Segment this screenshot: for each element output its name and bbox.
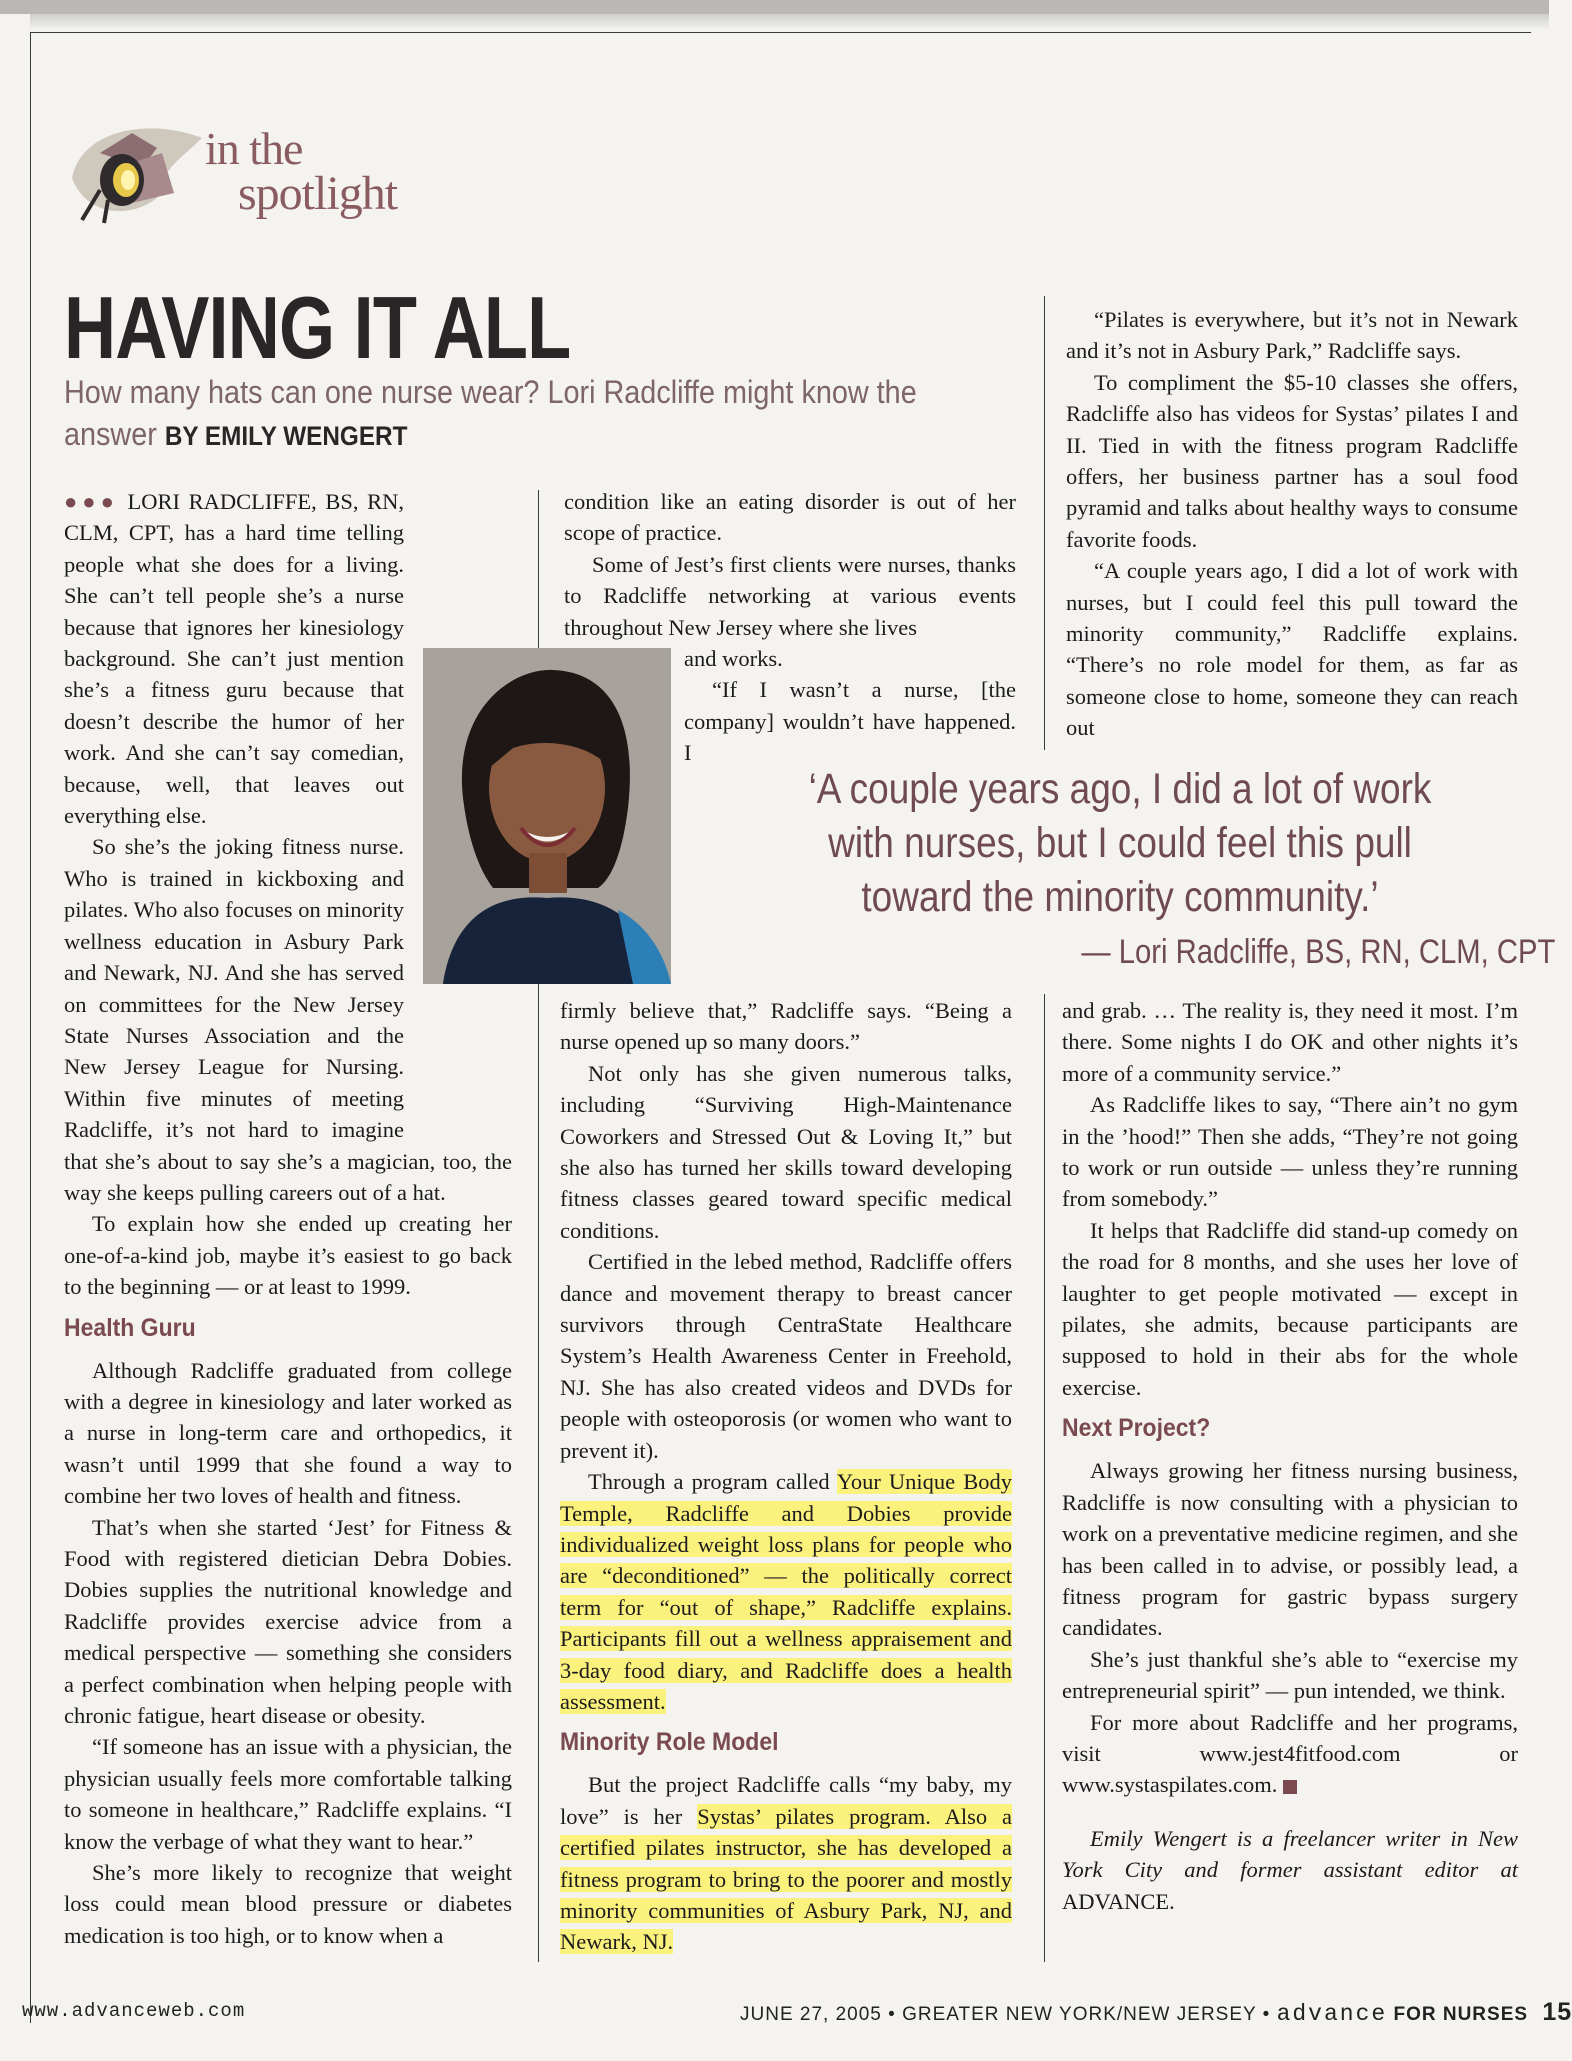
paragraph: “If someone has an issue with a physician, the physician usually feels more comfortable talking to someone in healthcare,” Radcliffe explains. “I know the verbage of what they want to hear.” [64,1734,512,1854]
paragraph: So she’s the joking fitness nurse. Who is trained in kickboxing and pilates. Who also focuses on minority wellness education in Asbury Park and Newark, NJ. And she has served on committees for the New Jersey State Nurses Association and the New Jersey League for Nursing. Within five minutes of meeting Radcliffe, it’s not hard to imagine that she’s about to say she’s a magician, too, the way she keeps pulling careers out of a hat. [64,834,512,1205]
paragraph: Always growing her fitness nursing business, Radcliffe is now consulting with a physician to work on a preventative medicine regimen, and she has been called in to advise, or possibly lead, a fitness program for gastric bypass surgery candidates. [1062,1458,1518,1641]
paragraph: condition like an eating disorder is out of her scope of practice. [564,489,1016,546]
subhead-minority-role-model: Minority Role Model [560,1728,779,1757]
logo-in-the: in the [205,123,303,174]
portrait-image [423,648,671,984]
paragraph: Some of Jest’s first clients were nurses, thanks to Radcliffe networking at various events throughout New Jersey where she lives [564,551,1016,640]
paragraph [560,1466,1012,1717]
highlighted-text: Your Unique Body Temple, Radcliffe and Dobies provide individualized weight loss plans for people who are “deconditioned” — the politically correct term for “out of shape,” Radcliffe explains. Participants fill out a wellness appraisement and 3-day food diary, and Radcliffe does a health assessment. [560,1469,1013,1714]
footer-section: FOR NURSES [1393,2004,1529,2025]
page-number: 15 [1542,1998,1572,2026]
footer-brand: advance [1276,2001,1388,2027]
subhead-health-guru: Health Guru [64,1313,196,1342]
lead-text: CPT, has a hard time telling people what she does for a living. She can’t tell people she’s a nurse because that ignores her kinesiology background. She can’t just mention she’s a fitness guru because that doesn’t describe the humor of her work. And she can’t say comedian, because, well, that leaves out everything else. [64,520,404,829]
text-run: But the project Radcliffe calls “my baby, my love” is her [560,1772,1012,1829]
paragraph: It helps that Radcliffe did stand-up comedy on the road for 8 months, and she uses her love of laughter to get people motivated — except in pilates, she admits, because participants are supposed to hold in their abs for the whole exercise. [1062,1217,1518,1400]
subhead-next-project: Next Project? [1062,1414,1211,1443]
text-run: Through a program called [588,1469,837,1495]
paragraph: To compliment the $5-10 classes she offers, Radcliffe also has videos for Systas’ pilates I and II. Tied in with the fitness program Radcliffe offers, her business partner has a soul food pyramid and talks about healthy ways to consume favorite foods. [1066,369,1518,552]
paragraph: “Pilates is everywhere, but it’s not in Newark and it’s not in Asbury Park,” Radcliffe says. [1066,307,1518,364]
pull-quote-attribution: — Lori Radcliffe, BS, RN, CLM, CPT [1081,933,1556,971]
portrait-photo [423,648,671,984]
lead-name: LORI RADCLIFFE, BS, RN, CLM, [64,489,405,546]
highlighted-text: Systas’ pilates program. Also a certified pilates instructor, she has developed a fitness program to bring to the poorer and mostly minority communities of Asbury Park, NJ, and Newark, NJ. [560,1803,1012,1955]
end-mark-icon [1283,1780,1297,1794]
deck-text: How many hats can one nurse wear? Lori Radcliffe might know the answer [64,374,917,452]
column-3-top [1066,304,1518,744]
paragraph: Not only has she given numerous talks, including “Surviving High-Maintenance Coworkers and Stressed Out & Loving It,” but she also has turned her skills toward developing fitness classes geared toward specific medical conditions. [560,1060,1012,1243]
text-run: For more about Radcliffe and her programs, visit www.jest4fitfood.com or www.systaspilates.com. [1062,1709,1518,1798]
column-rule-right [1044,296,1045,750]
paragraph [560,1769,1012,1957]
byline: BY EMILY WENGERT [164,421,408,451]
paragraph: “If I wasn’t a nurse, [the company] wouldn’t have happened. I [684,677,1016,766]
bio-text: Emily Wengert is a freelancer writer in New York City and former assistant editor at [1062,1825,1518,1883]
bio-publication: ADVANCE. [1062,1888,1175,1914]
article-deck [64,371,964,457]
paragraph: firmly believe that,” Radcliffe says. “Being a nurse opened up so many doors.” [560,998,1012,1055]
logo-spotlight: spotlight [238,167,398,220]
paragraph: That’s when she started ‘Jest’ for Fitness & Food with registered dietician Debra Dobies. Dobies supplies the nutritional knowledge and Radcliffe provides exercise advice from a medical perspective — something she considers a perfect combination when helping people with chronic fatigue, heart disease or obesity. [64,1514,512,1729]
paragraph: and works. [684,646,783,671]
column-2-bottom [560,995,1012,1958]
column-2-top [564,486,1016,643]
pull-quote: ‘A couple years ago, I did a lot of work with nurses, but I could feel this pull toward the minority community.’ [808,765,1432,921]
column-rule-right-lower [1044,994,1045,1962]
author-bio [1062,1823,1518,1917]
paragraph: “A couple years ago, I did a lot of work with nurses, but I could feel this pull toward the minority community,” Radcliffe explains. “There’s no role model for them, as far as someone close to home, someone they can reach out [1066,558,1518,741]
footer-issue-text: JUNE 27, 2005 • GREATER NEW YORK/NEW JERSEY • [740,2004,1271,2025]
paragraph: She’s just thankful she’s able to “exercise my entrepreneurial spirit” — pun intended, we think. [1062,1646,1518,1704]
paragraph: As Radcliffe likes to say, “There ain’t no gym in the ’hood!” Then she adds, “They’re not going to work or run outside — unless they’re running from somebody.” [1062,1092,1518,1212]
column-2-wrap [684,643,1016,769]
paragraph: and grab. … The reality is, they need it most. I’m there. Some nights I do OK and other nights it’s more of a community service.” [1062,998,1518,1086]
paragraph: She’s more likely to recognize that weight loss could mean blood pressure or diabetes medication is too high, or to know when a [64,1860,512,1948]
scan-shadow [30,14,1549,30]
column-3-bottom [1062,995,1518,1917]
paragraph [1062,1707,1518,1801]
footer-website: www.advanceweb.com [22,2000,246,2022]
article-title: HAVING IT ALL [64,278,571,377]
paragraph: Although Radcliffe graduated from college with a degree in kinesiology and later worked as a nurse in long-term care and orthopedics, it wasn’t until 1999 that she found a way to combine her two loves of health and fitness. [64,1357,512,1509]
scan-edge [0,0,1549,14]
paragraph: Certified in the lebed method, Radcliffe offers dance and movement therapy to breast cancer survivors through CentraState Healthcare System’s Health Awareness Center in Freehold, NJ. She has also created videos and DVDs for people with osteoporosis (or women who want to prevent it). [560,1249,1012,1463]
spotlight-icon [62,108,212,228]
paragraph: To explain how she ended up creating her one-of-a-kind job, maybe it’s easiest to go back to the beginning — or at least to 1999. [64,1211,512,1300]
footer-issue [740,1998,1572,2027]
lead-dots-icon: ●●● [64,489,119,514]
